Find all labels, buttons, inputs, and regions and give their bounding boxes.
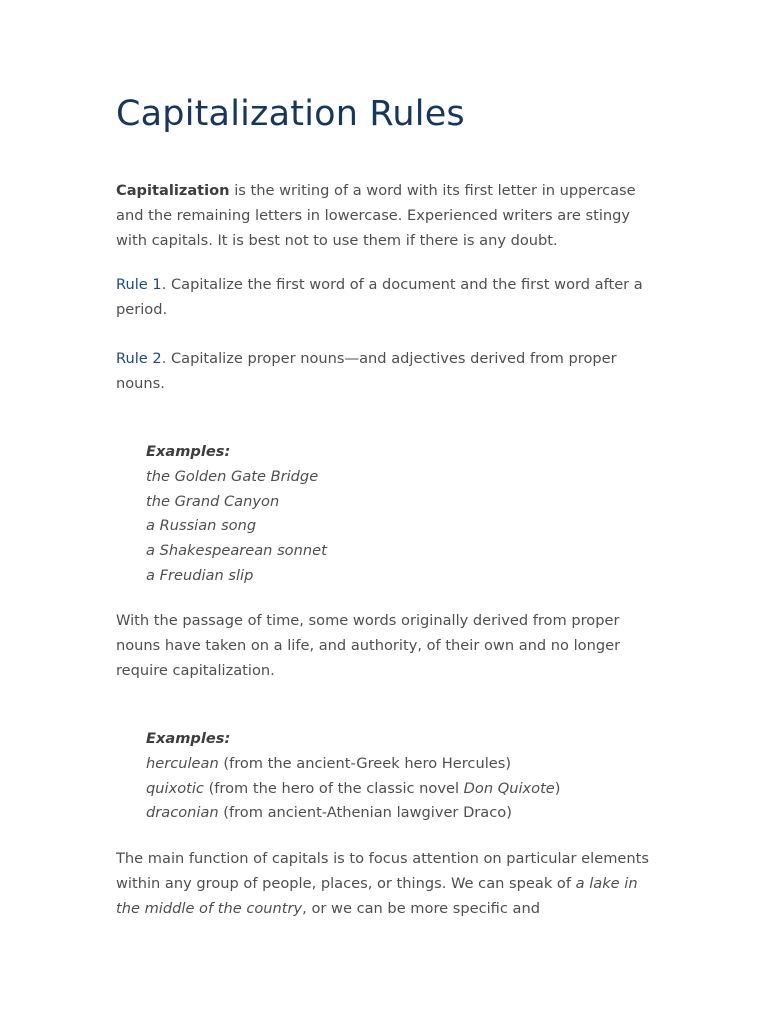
rule-2-text: . Capitalize proper nouns—and adjectives derived from proper nouns. (116, 350, 617, 392)
example-item (146, 752, 666, 777)
example-word: draconian (146, 804, 219, 822)
examples-list-1 (146, 440, 666, 589)
example-item (146, 777, 666, 802)
example-origin-tail: ) (554, 779, 561, 797)
examples-list-2 (146, 727, 666, 826)
example-item: a Russian song (146, 517, 257, 535)
example-word: quixotic (146, 779, 204, 797)
function-text-italic: a lake in the middle of the country (116, 875, 638, 917)
example-item (146, 801, 666, 826)
rule-2-label: Rule 2 (116, 350, 162, 367)
example-origin: (from ancient-Athenian lawgiver Draco) (218, 804, 512, 822)
example-origin: (from the ancient-Greek hero Hercules) (218, 754, 512, 772)
rule-1-label: Rule 1 (116, 276, 162, 293)
rule-1-text: . Capitalize the first word of a document and the first word after a period. (116, 276, 643, 318)
rule-1-paragraph (116, 272, 656, 322)
examples-heading: Examples: (146, 443, 231, 460)
examples-heading: Examples: (146, 730, 231, 747)
function-text-end: , or we can be more specific and (302, 900, 540, 917)
rule-2-paragraph (116, 346, 656, 396)
function-text-start: The main function of capitals is to focus attention on particular elements within any group of people, places, or things. We can speak of (116, 850, 649, 892)
intro-term: Capitalization (116, 182, 230, 199)
intro-paragraph (116, 178, 656, 253)
example-item: the Grand Canyon (146, 492, 280, 510)
function-paragraph (116, 846, 656, 921)
example-origin: (from the hero of the classic novel (203, 779, 464, 797)
page-title: Capitalization Rules (116, 94, 465, 134)
example-item: a Freudian slip (146, 566, 254, 584)
example-word: herculean (146, 754, 219, 772)
passage-paragraph: With the passage of time, some words originally derived from proper nouns have taken on a life, and authority, of their own and no longer require capitalization. (116, 612, 621, 679)
novel-title: Don Quixote (463, 779, 555, 797)
intro-text: is the writing of a word with its first letter in uppercase and the remaining letters in lowercase. Experienced writers are stingy with capitals. It is best not to use them if there is any doubt. (116, 182, 636, 249)
example-item: the Golden Gate Bridge (146, 467, 319, 485)
example-item: a Shakespearean sonnet (146, 542, 327, 560)
